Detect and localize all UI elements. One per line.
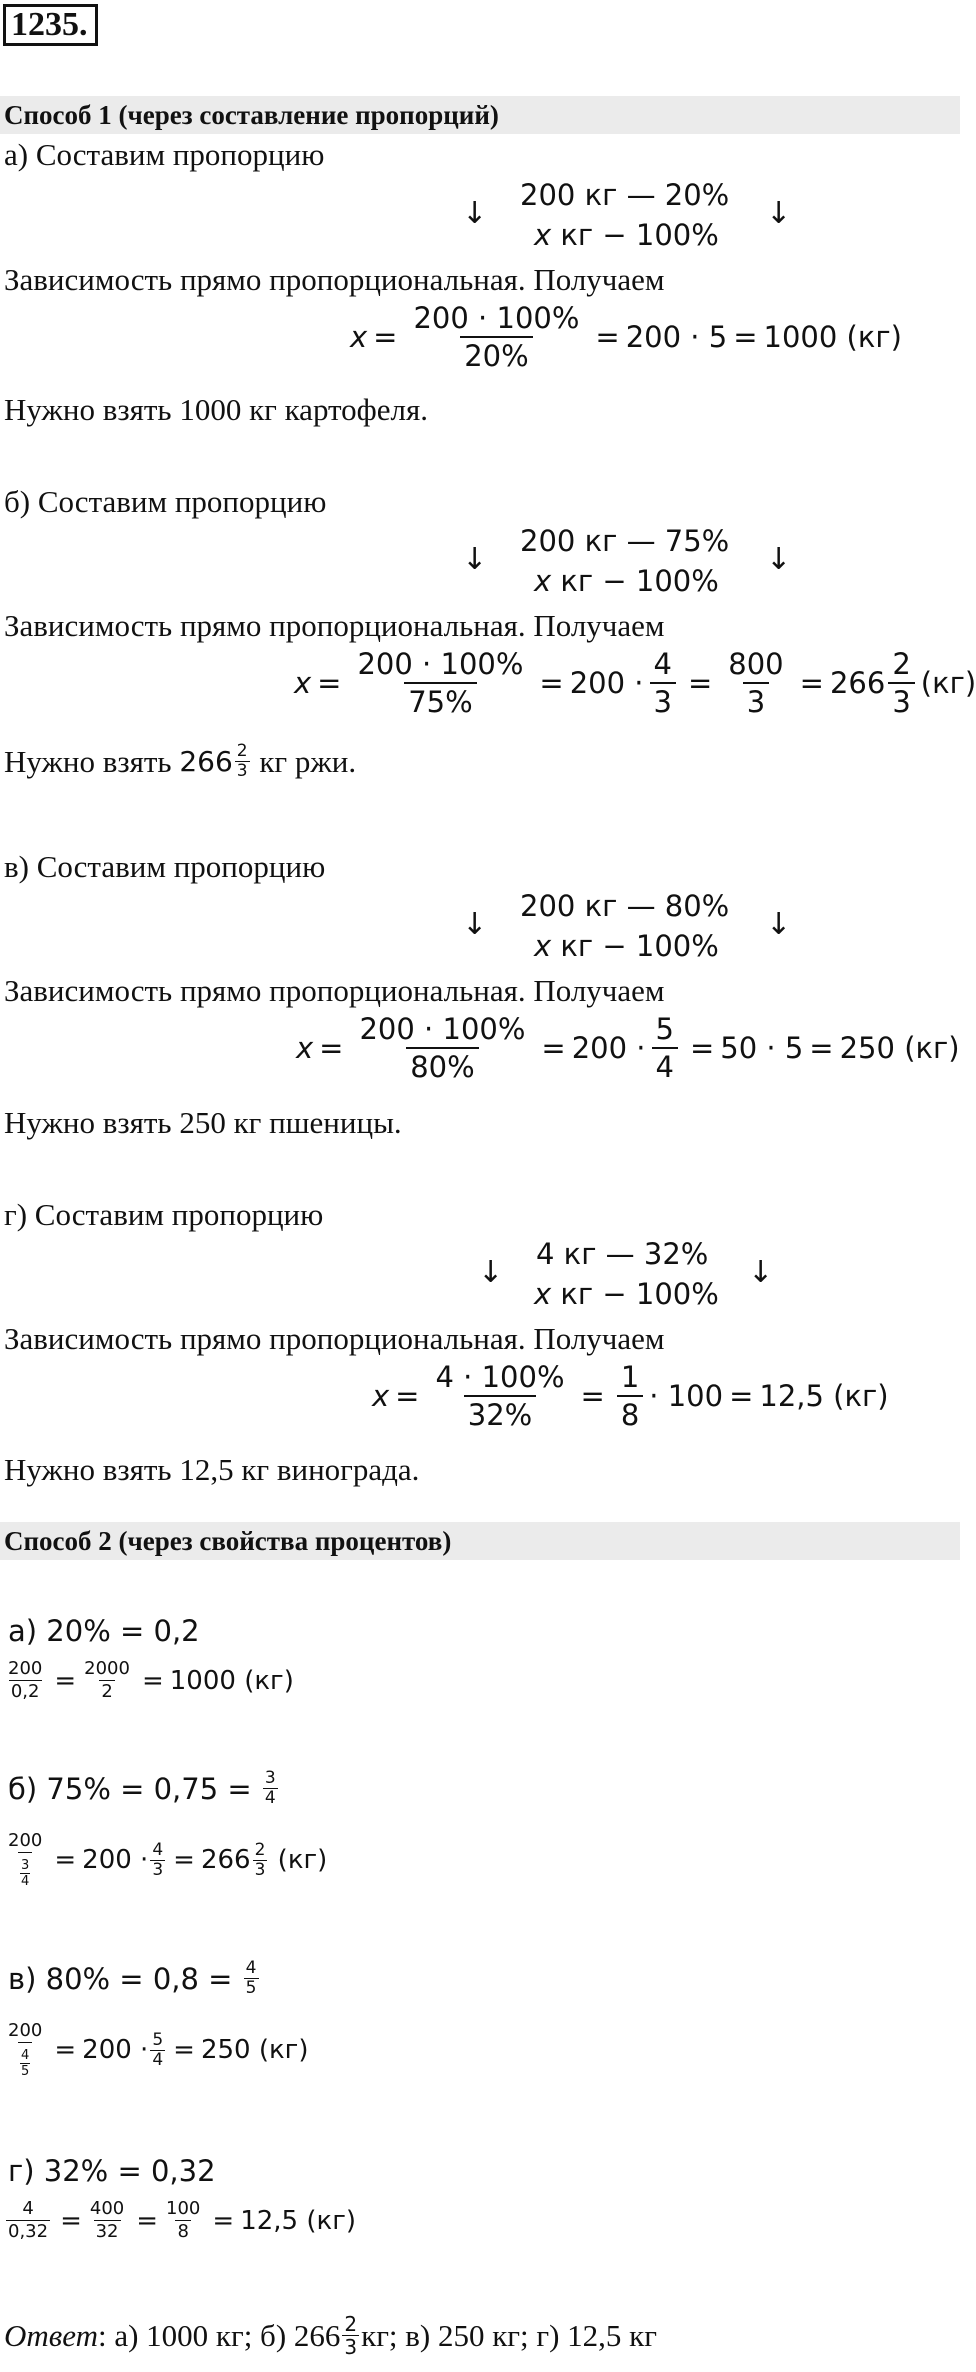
part-d-intro: г) Составим пропорцию (4, 1197, 324, 1232)
answer-b: Нужно взять 266 2 3 кг ржи. (4, 741, 357, 781)
proportion-line-2: x кг − 100% (534, 564, 719, 598)
final-answer: Ответ : а) 1000 кг; б) 266 2 3 кг; в) 250 кг; г) 12,5 кг (4, 2312, 657, 2359)
task-number: 1235. (3, 4, 98, 46)
arrow-down-icon: ↓ (478, 1255, 504, 1290)
proportion-line-1: 200 кг — 80% (520, 889, 730, 923)
formula-a: x = $\frac{200 \cdot 100\%}{20\%}$ = 200 · 5 = 1000 (кг) (350, 301, 902, 374)
m2-d-formula: $\frac{4}{0,32}$ = $\frac{400}{32}$ = $\frac{100}{8}$ = 12,5 (кг) (8, 2198, 356, 2242)
dependency-text: Зависимость прямо пропорциональная. Получаем (4, 973, 665, 1008)
arrow-down-icon: ↓ (462, 907, 488, 942)
arrow-down-icon: ↓ (748, 1255, 774, 1290)
arrow-down-icon: ↓ (766, 542, 792, 577)
formula-b: x = $\frac{200 \cdot 100\%}{75\%}$ = 200 · $\frac{4}{3}$ = $\frac{800}{3}$ = 266 $\frac{2}{3}$ (кг) (294, 647, 976, 720)
arrow-down-icon: ↓ (462, 196, 488, 231)
m2-a-head: а) 20% = 0,2 (8, 1614, 200, 1648)
m2-c-head: в) 80% = 0,8 = $\frac{4}{5}$ (8, 1958, 257, 1998)
dependency-text: Зависимость прямо пропорциональная. Получаем (4, 608, 665, 643)
dependency-text: Зависимость прямо пропорциональная. Получаем (4, 1321, 665, 1356)
part-c-intro: в) Составим пропорцию (4, 849, 326, 884)
method1-header: Способ 1 (через составление пропорций) (0, 96, 960, 134)
arrow-down-icon: ↓ (766, 196, 792, 231)
proportion-line-2: x кг − 100% (534, 929, 719, 963)
formula-c: x = $\frac{200 \cdot 100\%}{80\%}$ = 200 · $\frac{5}{4}$ = 50 · 5 = 250 (кг) (296, 1012, 960, 1085)
answer-a: Нужно взять 1000 кг картофеля. (4, 392, 428, 427)
method2-header: Способ 2 (через свойства процентов) (0, 1522, 960, 1560)
answer-d: Нужно взять 12,5 кг винограда. (4, 1452, 420, 1487)
part-b-intro: б) Составим пропорцию (4, 484, 327, 519)
proportion-line-1: 4 кг — 32% (536, 1237, 709, 1271)
m2-c-formula: $\frac{200}{\frac{4}{5}}$ = 200 · $\frac{5}{4}$ = 250 (кг) (8, 2020, 309, 2079)
proportion-line-1: 200 кг — 75% (520, 524, 730, 558)
arrow-down-icon: ↓ (766, 907, 792, 942)
proportion-line-2: x кг − 100% (534, 1277, 719, 1311)
formula-d: x = $\frac{4 \cdot 100\%}{32\%}$ = $\frac{1}{8}$ · 100 = 12,5 (кг) (372, 1360, 889, 1433)
dependency-text: Зависимость прямо пропорциональная. Получаем (4, 262, 665, 297)
proportion-line-2: x кг − 100% (534, 218, 719, 252)
part-a-intro: а) Составим пропорцию (4, 137, 325, 172)
m2-a-formula: $\frac{200}{0,2}$ = $\frac{2000}{2}$ = 1000 (кг) (8, 1658, 294, 1702)
answer-c: Нужно взять 250 кг пшеницы. (4, 1105, 402, 1140)
proportion-line-1: 200 кг — 20% (520, 178, 730, 212)
arrow-down-icon: ↓ (462, 542, 488, 577)
m2-d-head: г) 32% = 0,32 (8, 2154, 216, 2188)
m2-b-head: б) 75% = 0,75 = $\frac{3}{4}$ (8, 1768, 276, 1808)
m2-b-formula: $\frac{200}{\frac{3}{4}}$ = 200 · $\frac{4}{3}$ = 266 2 3 (кг) (8, 1830, 328, 1889)
